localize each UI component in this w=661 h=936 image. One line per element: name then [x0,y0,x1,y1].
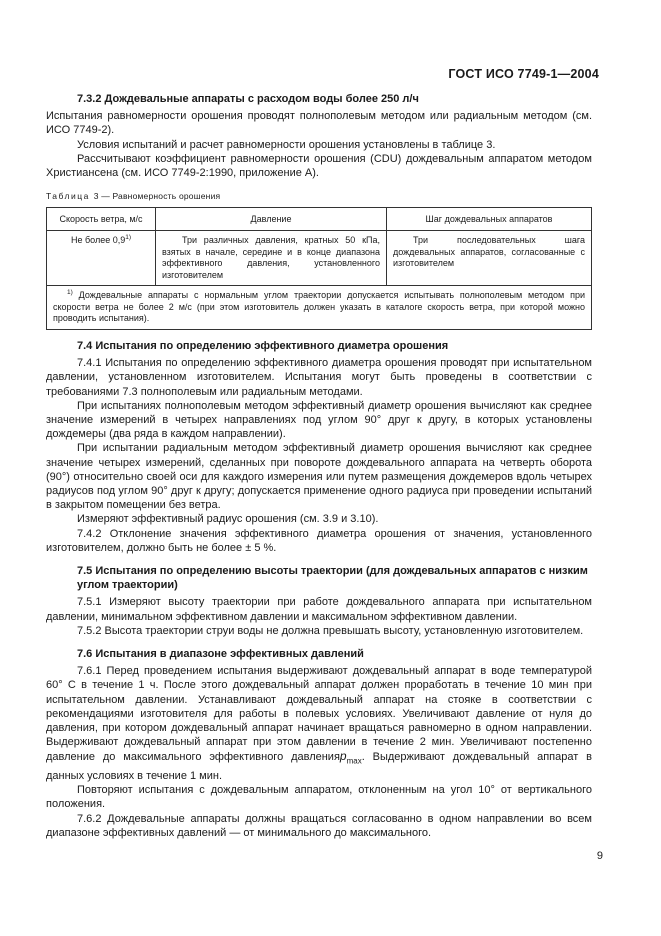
table-caption-label: Таблица [46,191,90,202]
section-7-4-paragraph: При испытании радиальным методом эффективный диаметр орошения вычисляют как среднее значение четырех измерений, сделанных при повороте дождевального аппарата на четверть оборота (90°) относительно своей оси для каждого измерения или путем размещения дождемеров вдоль четырех радиусов под углом 90° друг к другу; допускается применение одного радиуса при проведении испытаний в закрытом помещении без ветра. [46,442,592,512]
section-7-5-paragraph: 7.5.1 Измеряют высоту траектории при работе дождевального аппарата при испытательном давлении, минимальном эффективном давлении и максимальном эффективном давлении. [46,596,592,623]
pmax-subscript: max [346,756,362,766]
section-7-4-paragraph: 7.4.1 Испытания по определению эффективного диаметра орошения проводят при испытательном давлении, установленном изготовителем. Испытания могут быть проведены в соответствии с требованиями 7.3 полнополевым или радиальным методами. [46,357,592,398]
section-7-3-2-paragraph: Рассчитывают коэффициент равномерности орошения (CDU) дождевальным аппаратом методом Христиансена (см. ИСО 7749-2:1990, приложение А). [46,152,592,180]
section-7-5-paragraph: 7.5.2 Высота траектории струи воды не должна превышать высоту, установленную изготовителем. [77,624,584,637]
table-header-cell: Давление [156,208,387,231]
section-7-4-paragraph: При испытаниях полнополевым методом эффективный диаметр орошения вычисляют как среднее значение измерений в четырех направлениях под углом 90° друг к другу, в которых установлены дождемеры (два ряда в каждом направлении). [46,399,592,441]
footnote-ref: 1) [125,234,132,242]
page-content [46,92,592,840]
pmax-symbol [339,749,362,766]
table-caption-text: 3 — Равномерность орошения [93,191,221,202]
section-7-4-paragraph: 7.4.2 Отклонение значения эффективного диаметра орошения от значения, установленного изготовителем, должно быть не более ± 5 %. [46,527,592,554]
document-code: ГОСТ ИСО 7749-1—2004 [448,67,599,81]
section-7-5-title: 7.5 Испытания по определению высоты траектории (для дождевальных аппаратов с низким углом траектории) [77,564,588,592]
paragraph-text: . Выдерживают дождевальный аппарат в данных условиях в течение 1 мин. [46,751,592,782]
footnote-text: Дождевальные аппараты с нормальным углом траектории допускается испытывать полнополевым методом при скорости ветра не более 2 м/с (при этом изготовитель должен указать в каталоге скорость ветра, при которой можно проводить испытания). [53,290,585,324]
section-7-4-title: 7.4 Испытания по определению эффективного диаметра орошения [77,339,449,352]
table-cell-pressure: Три различных давления, кратных 50 кПа, взятых в начале, середине и в конце диапазона эффективного давления, установленного изготовителем [156,231,387,286]
table-header-cell: Шаг дождевальных аппаратов [387,208,592,231]
table-header-row [47,208,592,231]
section-7-3-2-paragraph: Условия испытаний и расчет равномерности орошения установлены в таблице 3. [77,138,496,151]
table-cell-wind-speed [47,231,156,286]
section-7-6-paragraph: Повторяют испытания с дождевальным аппаратом, отклоненным на угол 10° от вертикального положения. [46,784,592,811]
section-7-6-paragraph [46,664,592,783]
page-number: 9 [596,850,603,862]
section-7-3-2-title: 7.3.2 Дождевальные аппараты с расходом воды более 250 л/ч [77,93,419,105]
section-7-3-2-paragraph: Испытания равномерности орошения проводят полнополевым методом или радиальным методом (см. ИСО 7749-2). [46,110,592,137]
table-header-cell: Скорость ветра, м/с [47,208,156,231]
section-7-6-title: 7.6 Испытания в диапазоне эффективных давлений [77,647,364,660]
table-footnote [47,286,592,330]
table-footnote-row [47,286,592,330]
section-7-4-paragraph: Измеряют эффективный радиус орошения (см. 3.9 и 3.10). [77,513,379,526]
table-3 [46,207,592,330]
paragraph-text: 7.6.1 Перед проведением испытания выдерживают дождевальный аппарат в воде температурой 60° С в течение 1 ч. После этого дождевальный аппарат должен проработать в течение 10 мин при испытательном давлении. Устанавливают дождевальный аппарат на стояке в соответствии с рекомендациями изготовителя для работы в полевых условиях. Увеличивают давление от нуля до давления, при котором дождевальный аппарат начинает вращаться равномерно в одном направлении. Выдерживают дождевальный аппарат при этом давлении в течение 2 мин. Увеличивают постепенно давление до максимального эффективного давления [46,665,592,764]
table-row [47,231,592,286]
section-7-6-paragraph: 7.6.2 Дождевальные аппараты должны вращаться согласованно в одном направлении во всем диапазоне эффективных давлений — от минимального до максимального. [46,812,592,839]
table-cell-spacing: Три последовательных шага дождевальных аппаратов, согласованные с изготовителем [387,231,592,286]
footnote-mark: 1) [67,289,73,297]
table-3-caption [46,189,592,203]
table-cell-text: Не более 0,9 [70,235,126,246]
pmax-letter: p [339,749,347,764]
